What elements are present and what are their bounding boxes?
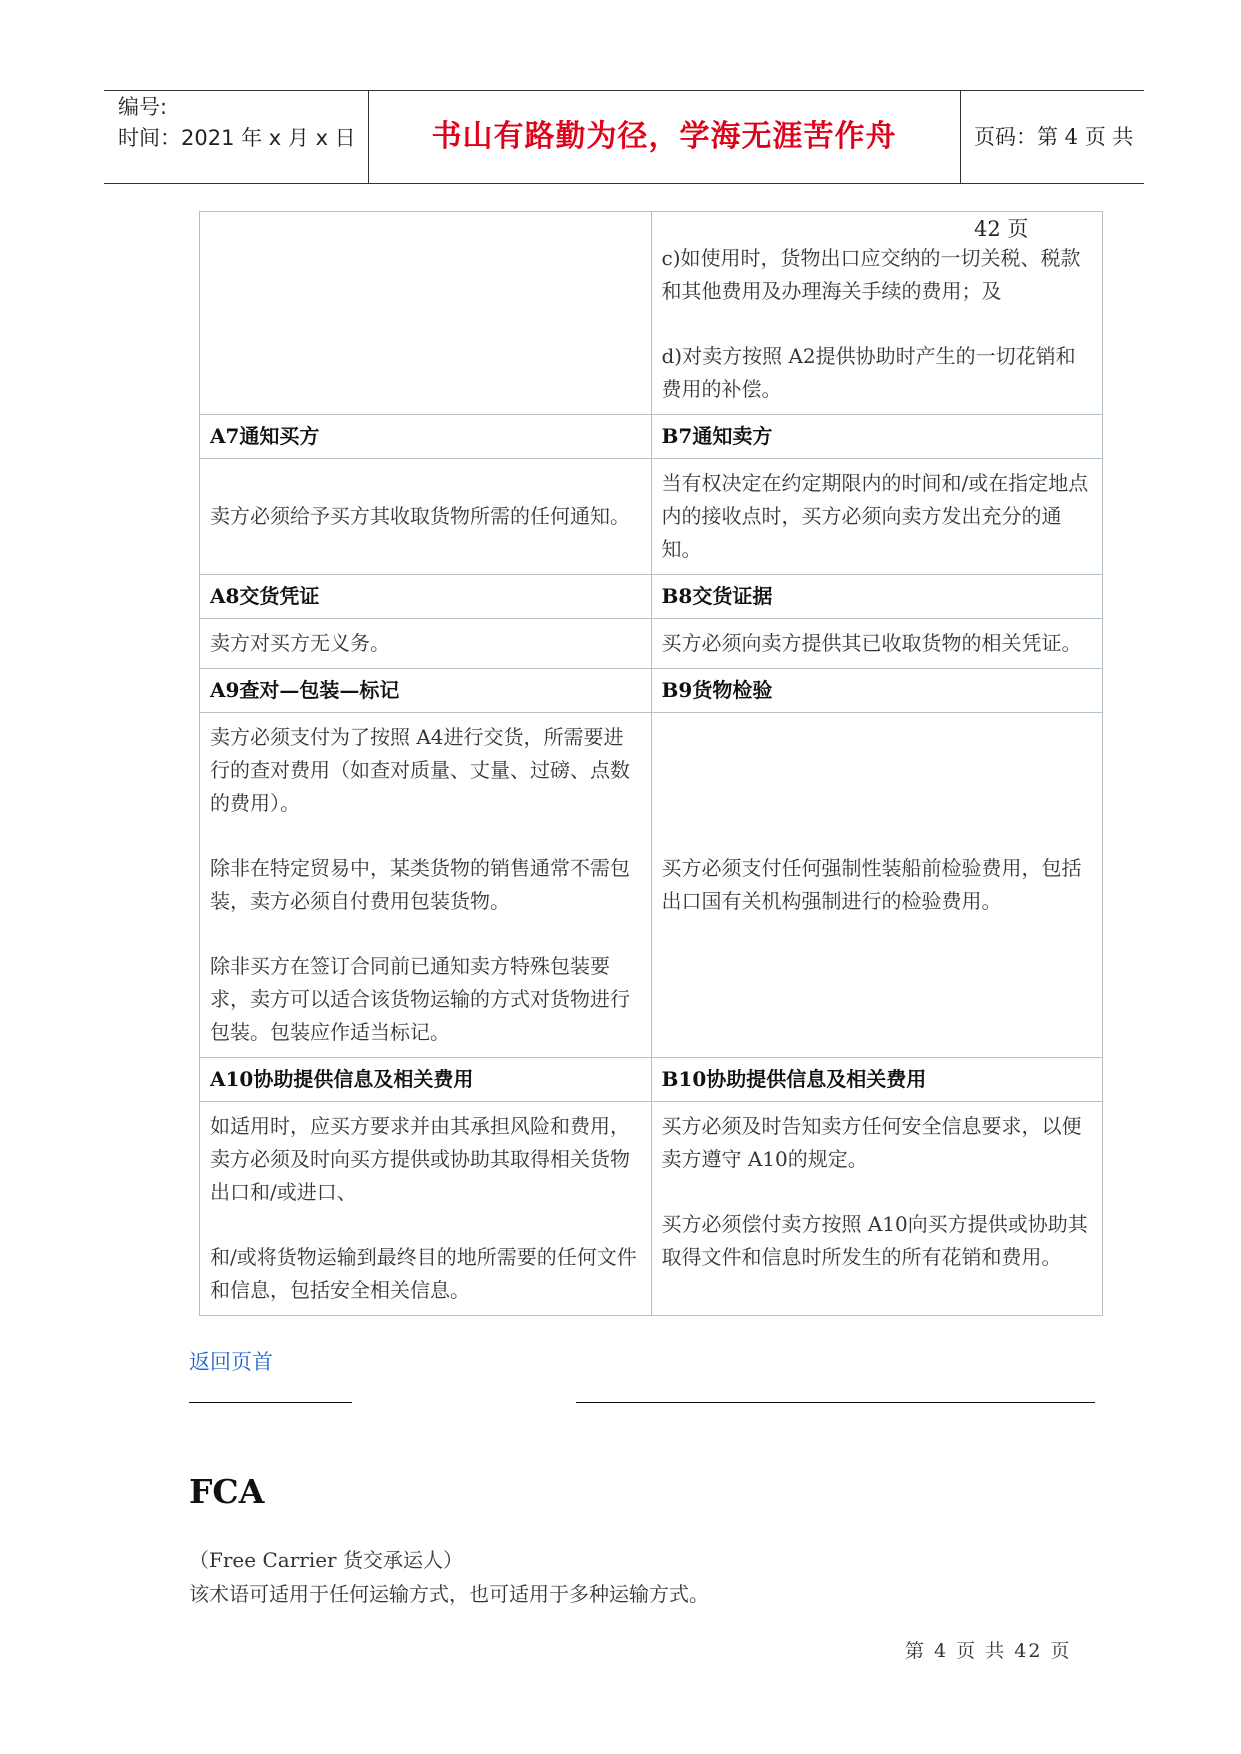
cell-paragraph: c)如使用时，货物出口应交纳的一切关税、税款和其他费用及办理海关手续的费用；及 xyxy=(661,246,1081,303)
section-heading-a7: A7通知买方 xyxy=(200,415,652,459)
empty-cell xyxy=(200,212,652,415)
cell-paragraph: 如适用时，应买方要求并由其承担风险和费用，卖方必须及时向买方提供或协助其取得相关货物出口和/或进口、 xyxy=(210,1114,630,1204)
back-to-top-link[interactable]: 返回页首 xyxy=(189,1350,273,1374)
section-title: FCA xyxy=(189,1472,265,1511)
table-cell: 买方必须支付任何强制性装船前检验费用，包括出口国有关机构强制进行的检验费用。 xyxy=(651,713,1103,1058)
motto: 书山有路勤为径，学海无涯苦作舟 xyxy=(431,119,897,154)
divider-line xyxy=(189,1402,352,1403)
table-row xyxy=(200,575,1103,619)
obligations-table xyxy=(199,211,1103,1316)
section-heading-b10: B10协助提供信息及相关费用 xyxy=(651,1058,1103,1102)
table-row xyxy=(200,459,1103,575)
section-heading-a8: A8交货凭证 xyxy=(200,575,652,619)
header-meta xyxy=(118,91,368,183)
cell-paragraph: 除非在特定贸易中，某类货物的销售通常不需包装，卖方必须自付费用包装货物。 xyxy=(210,856,630,913)
table-row xyxy=(200,1102,1103,1316)
table-row xyxy=(200,1058,1103,1102)
cell-paragraph: 和/或将货物运输到最终目的地所需要的任何文件和信息，包括安全相关信息。 xyxy=(210,1245,637,1302)
divider-line xyxy=(931,1402,1095,1403)
table-cell: 卖方必须给予买方其收取货物所需的任何通知。 xyxy=(200,459,652,575)
serial-label: 编号: xyxy=(118,95,168,119)
cell-paragraph: 除非买方在签订合同前已通知卖方特殊包装要求，卖方可以适合该货物运输的方式对货物进行包装。包装应作适当标记。 xyxy=(210,954,630,1044)
table-cell: 卖方对买方无义务。 xyxy=(200,619,652,669)
section-heading-b9: B9货物检验 xyxy=(651,669,1103,713)
section-subtitle: （Free Carrier 货交承运人） xyxy=(189,1548,463,1572)
cell-paragraph: 买方必须偿付卖方按照 A10向买方提供或协助其取得文件和信息时所发生的所有花销和费用。 xyxy=(661,1212,1088,1269)
table-row xyxy=(200,415,1103,459)
time-label: 时间：2021 年 x 月 x 日 xyxy=(118,126,356,150)
table-row xyxy=(200,212,1103,415)
table-row xyxy=(200,713,1103,1058)
table-cell xyxy=(651,1102,1103,1316)
section-heading-b7: B7通知卖方 xyxy=(651,415,1103,459)
table-cell xyxy=(200,713,652,1058)
divider-line xyxy=(576,1402,931,1403)
section-heading-a9: A9查对—包装—标记 xyxy=(200,669,652,713)
table-row xyxy=(200,619,1103,669)
cell-paragraph: 买方必须及时告知卖方任何安全信息要求，以便卖方遵守 A10的规定。 xyxy=(661,1114,1082,1171)
section-description: 该术语可适用于任何运输方式，也可适用于多种运输方式。 xyxy=(189,1582,709,1606)
section-heading-b8: B8交货证据 xyxy=(651,575,1103,619)
page-header xyxy=(104,90,1144,241)
section-heading-a10: A10协助提供信息及相关费用 xyxy=(200,1058,652,1102)
table-cell: 买方必须向卖方提供其已收取货物的相关凭证。 xyxy=(651,619,1103,669)
cell-paragraph: 卖方必须支付为了按照 A4进行交货，所需要进行的查对费用（如查对质量、丈量、过磅、点数的费用）。 xyxy=(210,725,630,815)
table-cell xyxy=(200,1102,652,1316)
table-cell xyxy=(651,212,1103,415)
header-divider xyxy=(960,91,961,183)
cell-paragraph: d)对卖方按照 A2提供协助时产生的一切花销和费用的补偿。 xyxy=(661,344,1076,401)
page-footer: 第 4 页 共 42 页 xyxy=(905,1640,1072,1662)
table-row xyxy=(200,669,1103,713)
page-info: 页码：第 4 页 共 42 页 xyxy=(974,125,1134,241)
table-cell: 当有权决定在约定期限内的时间和/或在指定地点内的接收点时，买方必须向卖方发出充分的通知。 xyxy=(651,459,1103,575)
